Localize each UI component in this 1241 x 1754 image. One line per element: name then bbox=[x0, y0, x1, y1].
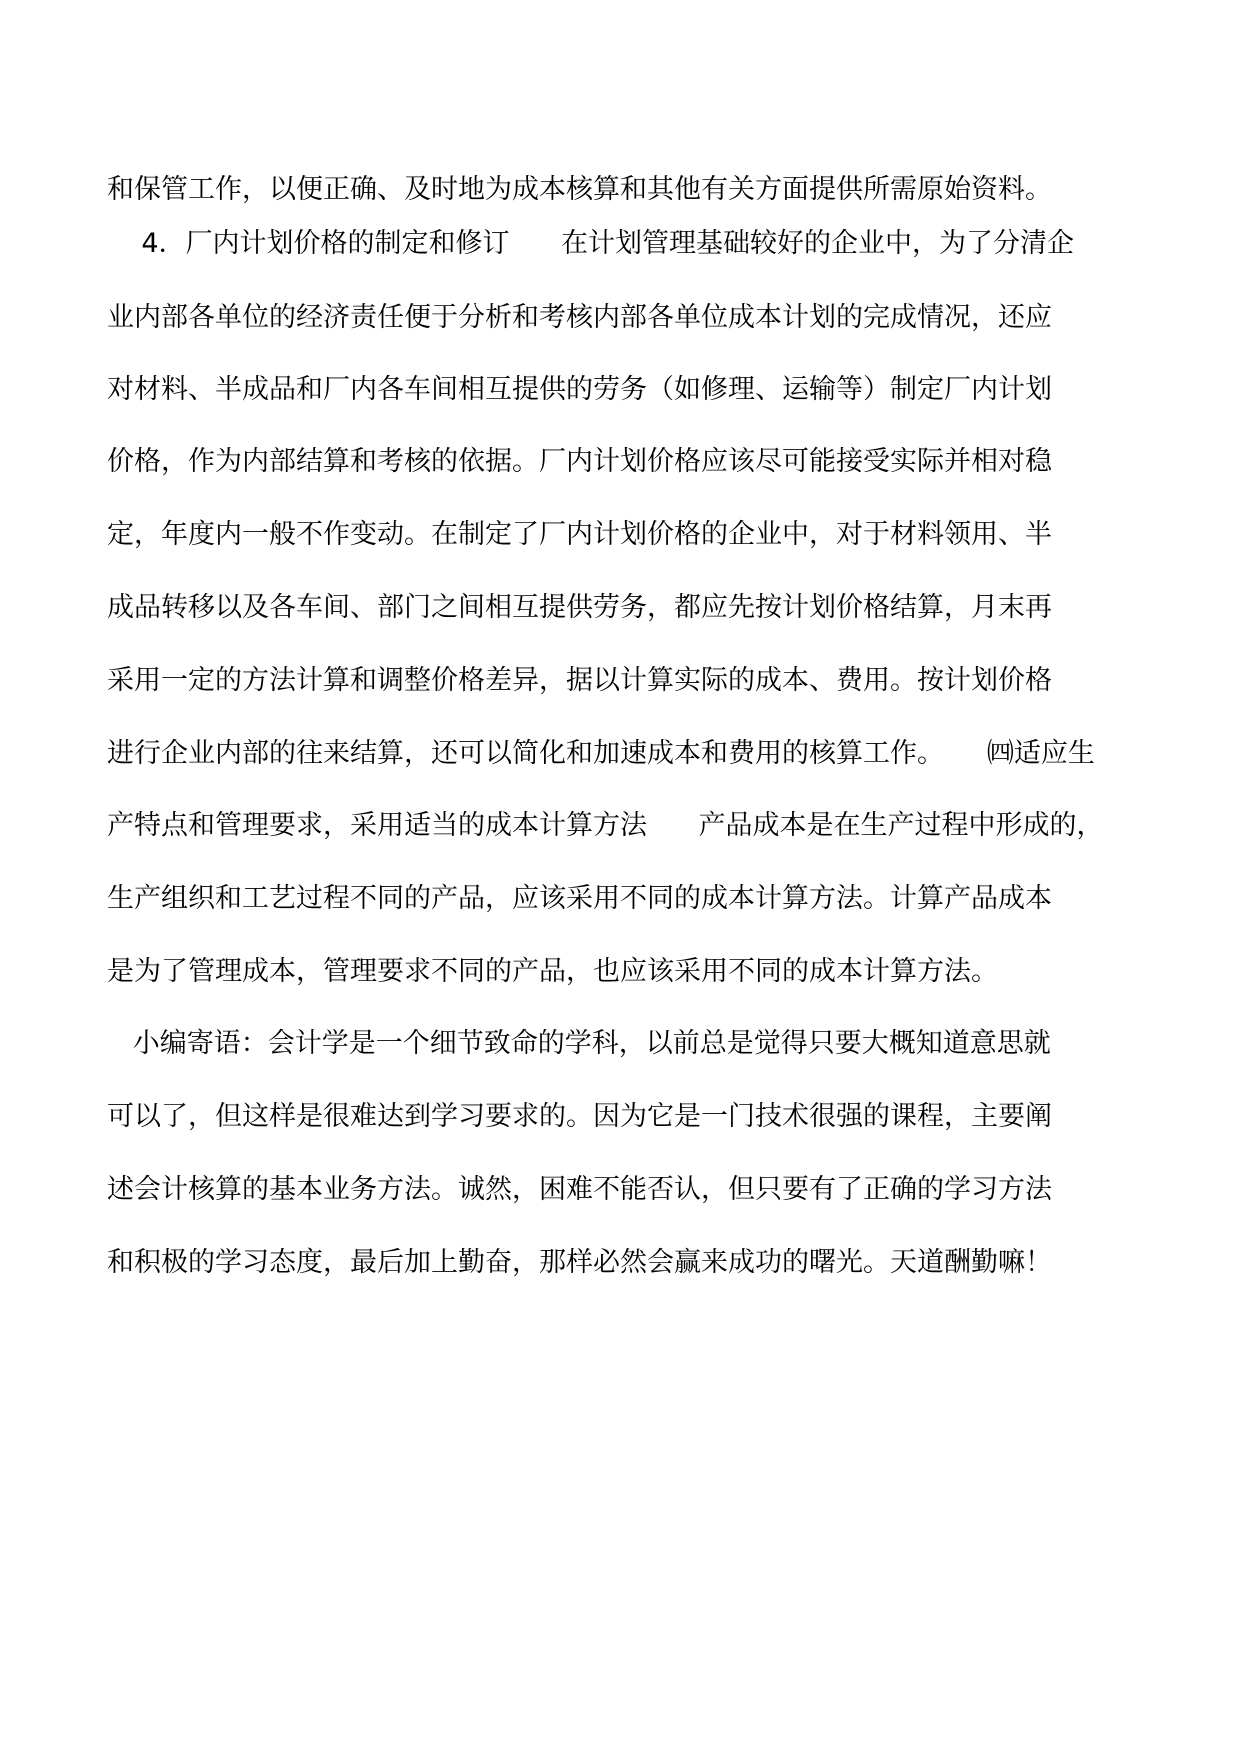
text-line: 和保管工作，以便正确、及时地为成本核算和其他有关方面提供所需原始资料。 bbox=[107, 174, 1052, 205]
text-line: 和积极的学习态度，最后加上勤奋，那样必然会赢来成功的曙光。天道酬勤嘛！ bbox=[107, 1247, 1052, 1278]
text-line: 采用一定的方法计算和调整价格差异，据以计算实际的成本、费用。按计划价格 bbox=[107, 665, 1052, 696]
text-line: 成品转移以及各车间、部门之间相互提供劳务，都应先按计划价格结算，月末再 bbox=[107, 592, 1052, 623]
text-line: 价格，作为内部结算和考核的依据。厂内计划价格应该尽可能接受实际并相对稳 bbox=[107, 446, 1052, 477]
text-line: 4．厂内计划价格的制定和修订 在计划管理基础较好的企业中，为了分清企 bbox=[107, 228, 1075, 259]
text-line: 小编寄语：会计学是一个细节致命的学科，以前总是觉得只要大概知道意思就 bbox=[107, 1028, 1051, 1059]
text-line: 定，年度内一般不作变动。在制定了厂内计划价格的企业中，对于材料领用、半 bbox=[107, 519, 1052, 550]
text-line: 述会计核算的基本业务方法。诚然，困难不能否认，但只要有了正确的学习方法 bbox=[107, 1174, 1052, 1205]
text-line: 可以了，但这样是很难达到学习要求的。因为它是一门技术很强的课程，主要阐 bbox=[107, 1101, 1052, 1132]
text-line: 进行企业内部的往来结算，还可以简化和加速成本和费用的核算工作。 ㈣适应生 bbox=[107, 738, 1095, 769]
text-line: 对材料、半成品和厂内各车间相互提供的劳务（如修理、运输等）制定厂内计划 bbox=[107, 374, 1052, 405]
text-line: 产特点和管理要求，采用适当的成本计算方法 产品成本是在生产过程中形成的， bbox=[107, 810, 1104, 841]
text-line: 业内部各单位的经济责任便于分析和考核内部各单位成本计划的完成情况，还应 bbox=[107, 302, 1052, 333]
text-line: 生产组织和工艺过程不同的产品，应该采用不同的成本计算方法。计算产品成本 bbox=[107, 883, 1052, 914]
text-line: 是为了管理成本，管理要求不同的产品，也应该采用不同的成本计算方法。 bbox=[107, 956, 998, 987]
